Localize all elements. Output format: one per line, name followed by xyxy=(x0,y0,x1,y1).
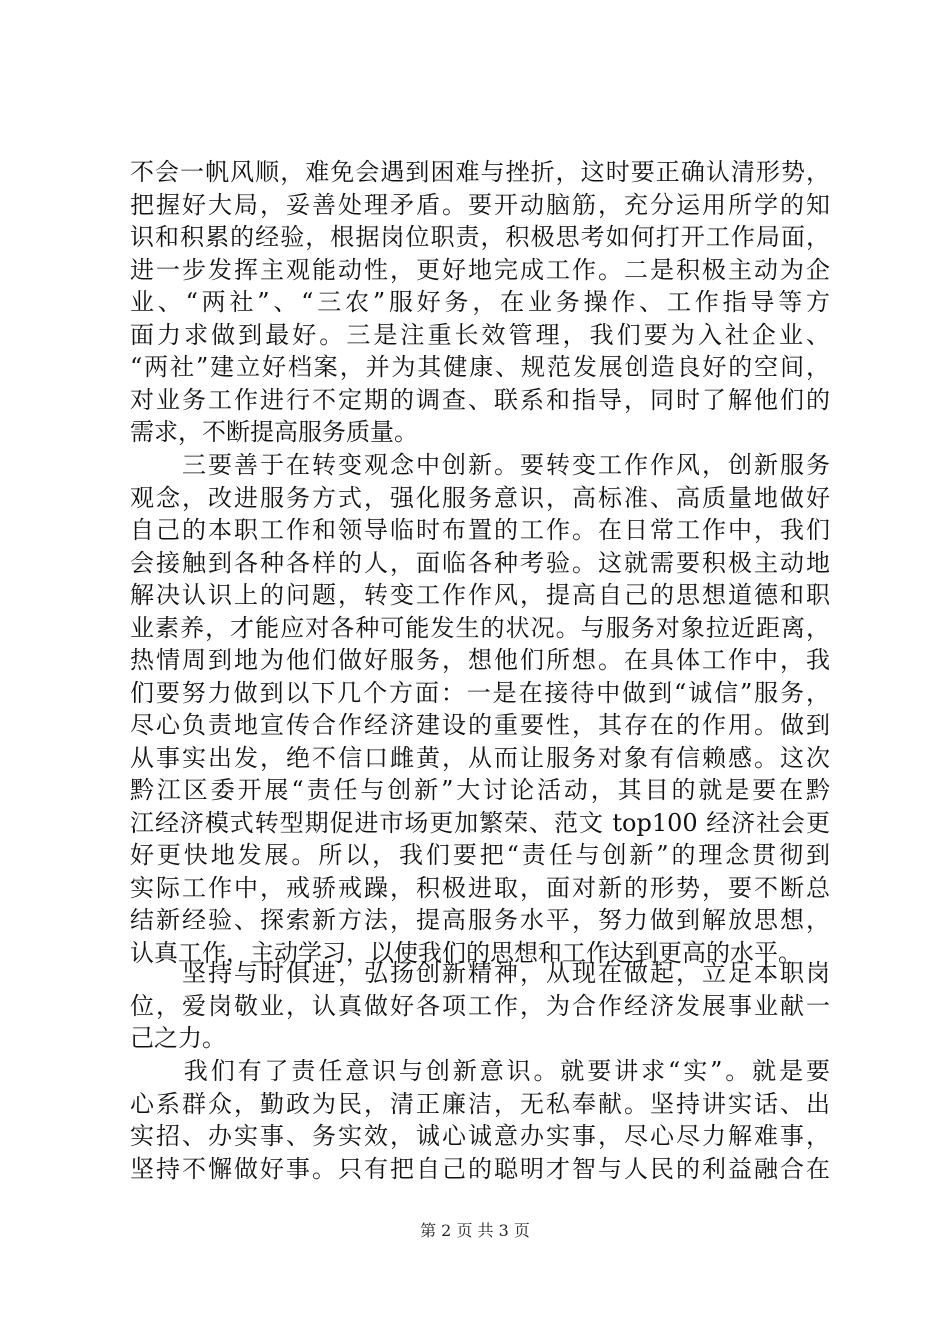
text-line: 尽心负责地宣传合作经济建设的重要性，其存在的作用。做到 xyxy=(130,711,830,739)
paragraph xyxy=(130,449,830,969)
text-line: 识和积累的经验，根据岗位职责，积极思考如何打开工作局面， xyxy=(130,223,830,251)
text-line: 观念，改进服务方式，强化服务意识，高标准、高质量地做好 xyxy=(130,483,830,512)
text-line: 会接触到各种各样的人，面临各种考验。这就需要积极主动地 xyxy=(130,548,830,577)
text-line: 实际工作中，戒骄戒躁，积极进取，面对新的形势，要不断总 xyxy=(130,873,830,902)
text-line: 从事实出发，绝不信口雌黄，从而让服务对象有信赖感。这次 xyxy=(130,743,830,772)
text-line: 我们有了责任意识与创新意识。就要讲求“实”。就是要 xyxy=(130,1057,830,1085)
text-line: 三要善于在转变观念中创新。要转变工作作风，创新服务 xyxy=(130,451,830,479)
text-line: 认真工作，主动学习，以使我们的思想和工作达到更高的水平。 xyxy=(130,938,802,967)
paragraph xyxy=(130,1055,830,1185)
text-line: 坚持不懈做好事。只有把自己的聪明才智与人民的利益融合在 xyxy=(130,1154,830,1183)
text-line: 好更快地发展。所以，我们要把“责任与创新”的理念贯彻到 xyxy=(130,841,830,869)
text-line: 己之力。 xyxy=(130,1024,226,1052)
text-line: 结新经验、探索新方法，提高服务水平，努力做到解放思想， xyxy=(130,906,830,934)
text-line: 对业务工作进行不定期的调查、联系和指导，同时了解他们的 xyxy=(130,385,830,414)
text-line: 面力求做到最好。三是注重长效管理，我们要为入社企业、 xyxy=(130,320,830,349)
text-line: 位，爱岗敬业，认真做好各项工作，为合作经济发展事业献一 xyxy=(130,991,830,1020)
text-line: 热情周到地为他们做好服务，想他们所想。在具体工作中，我 xyxy=(130,646,830,674)
text-line: 需求，不断提高服务质量。 xyxy=(130,418,418,446)
text-line: 们要努力做到以下几个方面：一是在接待中做到“诚信”服务， xyxy=(130,678,830,707)
text-line: 进一步发挥主观能动性，更好地完成工作。二是积极主动为企 xyxy=(130,255,830,284)
text-line: 实招、办实事、务实效，诚心诚意办实事，尽心尽力解难事， xyxy=(130,1122,830,1150)
text-line: 黔江区委开展“责任与创新”大讨论活动，其目的就是要在黔 xyxy=(130,776,830,804)
page-footer: 第 2 页 共 3 页 xyxy=(420,1221,530,1240)
text-line: 业、“两社”、“三农”服好务，在业务操作、工作指导等方 xyxy=(130,288,830,316)
text-line: 自己的本职工作和领导临时布置的工作。在日常工作中，我们 xyxy=(130,516,830,544)
text-line: 坚持与时俱进，弘扬创新精神，从现在做起，立足本职岗 xyxy=(130,959,830,987)
text-line: “两社”建立好档案，并为其健康、规范发展创造良好的空间， xyxy=(130,353,830,381)
text-line: 心系群众，勤政为民，清正廉洁，无私奉献。坚持讲实话、出 xyxy=(130,1089,830,1118)
text-line: 江经济模式转型期促进市场更加繁荣、范文 top100 经济社会更 xyxy=(130,808,830,837)
text-line: 业素养，才能应对各种可能发生的状况。与服务对象拉近距离， xyxy=(130,613,830,642)
text-line: 解决认识上的问题，转变工作作风，提高自己的思想道德和职 xyxy=(130,581,830,609)
text-line: 不会一帆风顺，难免会遇到困难与挫折，这时要正确认清形势， xyxy=(130,158,830,186)
text-line: 把握好大局，妥善处理矛盾。要开动脑筋，充分运用所学的知 xyxy=(130,190,830,219)
paragraph xyxy=(130,156,830,449)
paragraph xyxy=(130,957,830,1055)
